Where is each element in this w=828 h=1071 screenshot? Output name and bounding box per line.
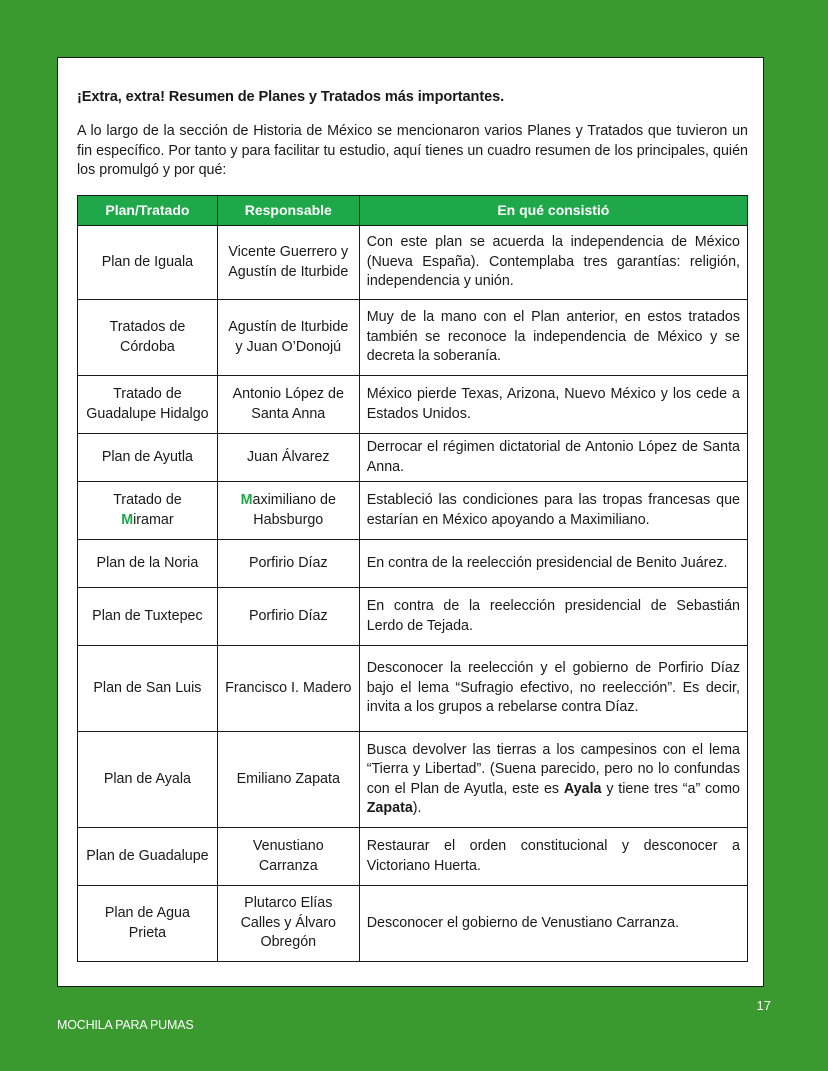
responsable-cell: Agustín de Iturbide y Juan O’Donojú [217,300,359,376]
desc-part: ). [412,800,422,816]
table-row [78,482,748,540]
plan-cell: Plan de Tuxtepec [78,588,218,646]
table-row [78,732,748,828]
plan-cell: Plan de Guadalupe [78,828,218,886]
desc-bold: Zapata [366,800,413,816]
plan-cell: Plan de Ayutla [78,434,218,482]
desc-cell: Restaurar el orden constitucional y desconocer a Victoriano Huerta. [359,828,747,886]
header-plan: Plan/Tratado [78,196,218,226]
plan-cell: Plan de Ayala [78,732,218,828]
plan-cell: Plan de San Luis [78,646,218,732]
table-row [78,588,748,646]
footer-label: MOCHILA PARA PUMAS [57,1018,194,1032]
responsable-cell: Juan Álvarez [217,434,359,482]
highlight-letter: M [240,492,253,508]
plan-cell: Plan de Agua Prieta [78,886,218,962]
desc-cell: En contra de la reelección presidencial de Benito Juárez. [359,540,747,588]
responsable-cell: Venustiano Carranza [217,828,359,886]
desc-cell: Desconocer la reelección y el gobierno de Porfirio Díaz bajo el lema “Sufragio efectivo, no reelección”. Es decir, invita a los grupos a rebelarse contra Díaz. [359,646,747,732]
responsable-cell: Porfirio Díaz [217,540,359,588]
plan-prefix: Tratado de [113,492,182,508]
header-descripcion: En qué consistió [359,196,747,226]
table-row [78,828,748,886]
plan-cell: Tratado de Guadalupe Hidalgo [78,376,218,434]
desc-cell [359,732,747,828]
desc-bold: Ayala [563,780,602,797]
table-row [78,540,748,588]
table-row [78,434,748,482]
responsable-cell: Vicente Guerrero y Agustín de Iturbide [217,226,359,300]
plan-suffix: iramar [133,511,174,528]
desc-part: Busca devolver las tierras a los campesinos con el lema “Tierra y Libertad”. (Suena parecido, pero no lo confundas con el Plan de Ayutla, este es [366,741,740,797]
desc-cell: Muy de la mano con el Plan anterior, en estos tratados también se reconoce la independencia de México y se decreta la soberanía. [359,300,747,376]
responsable-cell: Antonio López de Santa Anna [217,376,359,434]
table-row [78,300,748,376]
plan-cell: Plan de Iguala [78,226,218,300]
table-row [78,886,748,962]
responsable-cell: Porfirio Díaz [217,588,359,646]
intro-paragraph: A lo largo de la sección de Historia de México se mencionaron varios Planes y Tratados que tuvieron un fin específico. Por tanto y para facilitar tu estudio, aquí tienes un cuadro resumen de los principales, quién los promulgó y por qué: [77,123,748,178]
header-responsable: Responsable [217,196,359,226]
responsable-cell [217,482,359,540]
desc-part: y tiene tres “a” como [601,780,740,797]
responsable-cell: Francisco I. Madero [217,646,359,732]
responsable-cell: Plutarco Elías Calles y Álvaro Obregón [217,886,359,962]
plan-cell: Tratados de Córdoba [78,300,218,376]
page-number: 17 [756,998,771,1013]
page-title: ¡Extra, extra! Resumen de Planes y Tratados más importantes. [77,89,505,105]
plan-cell [78,482,218,540]
desc-cell: Derrocar el régimen dictatorial de Antonio López de Santa Anna. [359,434,747,482]
highlight-letter: M [121,511,134,528]
desc-cell: En contra de la reelección presidencial de Sebastián Lerdo de Tejada. [359,588,747,646]
desc-cell: Estableció las condiciones para las tropas francesas que estarían en México apoyando a Maximiliano. [359,482,747,540]
plan-cell: Plan de la Noria [78,540,218,588]
responsable-cell: Emiliano Zapata [217,732,359,828]
desc-cell: México pierde Texas, Arizona, Nuevo México y los cede a Estados Unidos. [359,376,747,434]
summary-table [77,195,748,962]
table-row [78,376,748,434]
desc-cell: Con este plan se acuerda la independencia de México (Nueva España). Contemplaba tres garantías: religión, independencia y unión. [359,226,747,300]
page-sheet [57,57,764,987]
desc-cell: Desconocer el gobierno de Venustiano Carranza. [359,886,747,962]
table-row [78,226,748,300]
responsable-suffix: aximiliano de Habsburgo [252,492,336,528]
table-row [78,646,748,732]
table-header-row [78,196,748,226]
